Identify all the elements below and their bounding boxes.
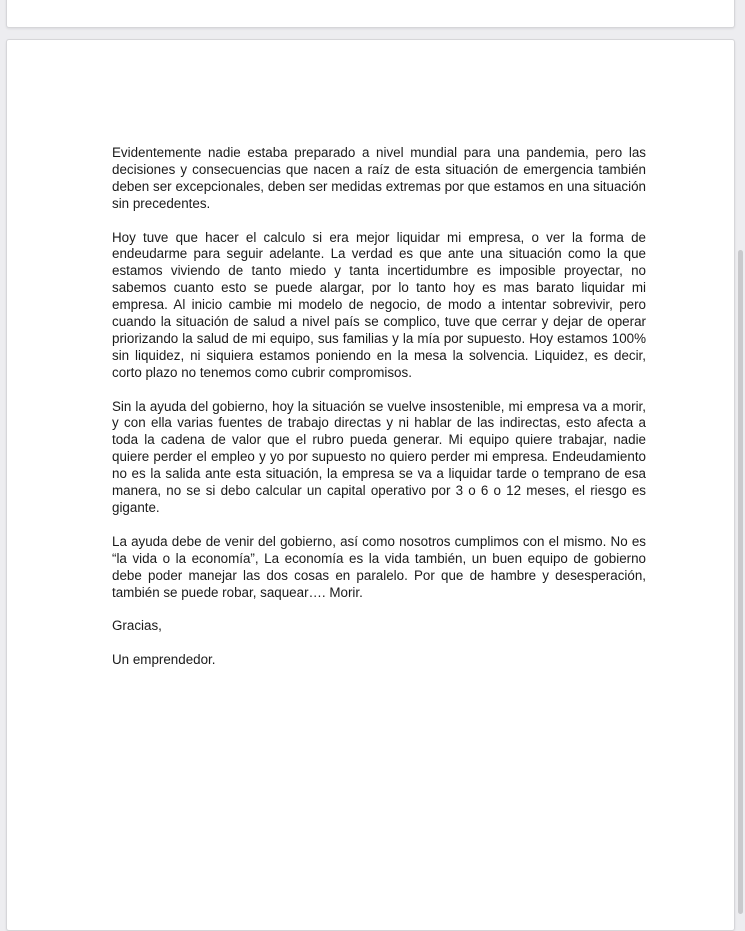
scrollbar-thumb[interactable]	[738, 250, 743, 914]
paragraph-4: La ayuda debe de venir del gobierno, así como nosotros cumplimos con el mismo. No es “la vida o la economía”, La economía es la vida también, un buen equipo de gobierno debe poder manejar las dos cosas en paralelo. Por que de hambre y desesperación, también se puede robar, saquear…. Morir.	[112, 533, 646, 600]
previous-page	[6, 0, 735, 28]
signature: Un emprendedor.	[112, 652, 216, 668]
letter-body	[112, 145, 646, 686]
paragraph-3: Sin la ayuda del gobierno, hoy la situación se vuelve insostenible, mi empresa va a morir, y con ella varias fuentes de trabajo directas y ni hablar de las indirectas, esto afecta a toda la cadena de valor que el rubro pueda generar. Mi equipo quiere trabajar, nadie quiere perder el empleo y yo por supuesto no quiero perder mi empresa. Endeudamiento no es la salida ante esta situación, la empresa se va a liquidar tarde o temprano de esa manera, no se si debo calcular un capital operativo por 3 o 6 o 12 meses, el riesgo es gigante.	[112, 398, 646, 515]
paragraph-2: Hoy tuve que hacer el calculo si era mejor liquidar mi empresa, o ver la forma de endeudarme para seguir adelante. La verdad es que ante una situación como la que estamos viviendo de tanto miedo y tanta incertidumbre es imposible proyectar, no sabemos cuanto esto se puede alargar, por lo tanto hoy es mas barato liquidar mi empresa. Al inicio cambie mi modelo de negocio, de modo a intentar sobrevivir, pero cuando la situación de salud a nivel país se complico, tuve que cerrar y dejar de operar priorizando la salud de mi equipo, sus familias y la mía por supuesto. Hoy estamos 100% sin liquidez, ni siquiera estamos poniendo en la mesa la solvencia. Liquidez, es decir, corto plazo no tenemos como cubrir compromisos.	[112, 229, 646, 380]
document-page	[6, 39, 735, 931]
paragraph-1: Evidentemente nadie estaba preparado a nivel mundial para una pandemia, pero las decisiones y consecuencias que nacen a raíz de esta situación de emergencia también deben ser excepcionales, deben ser medidas extremas por que estamos en una situación sin precedentes.	[112, 145, 646, 211]
vertical-scrollbar[interactable]	[735, 0, 745, 914]
closing-line: Gracias,	[112, 618, 162, 634]
